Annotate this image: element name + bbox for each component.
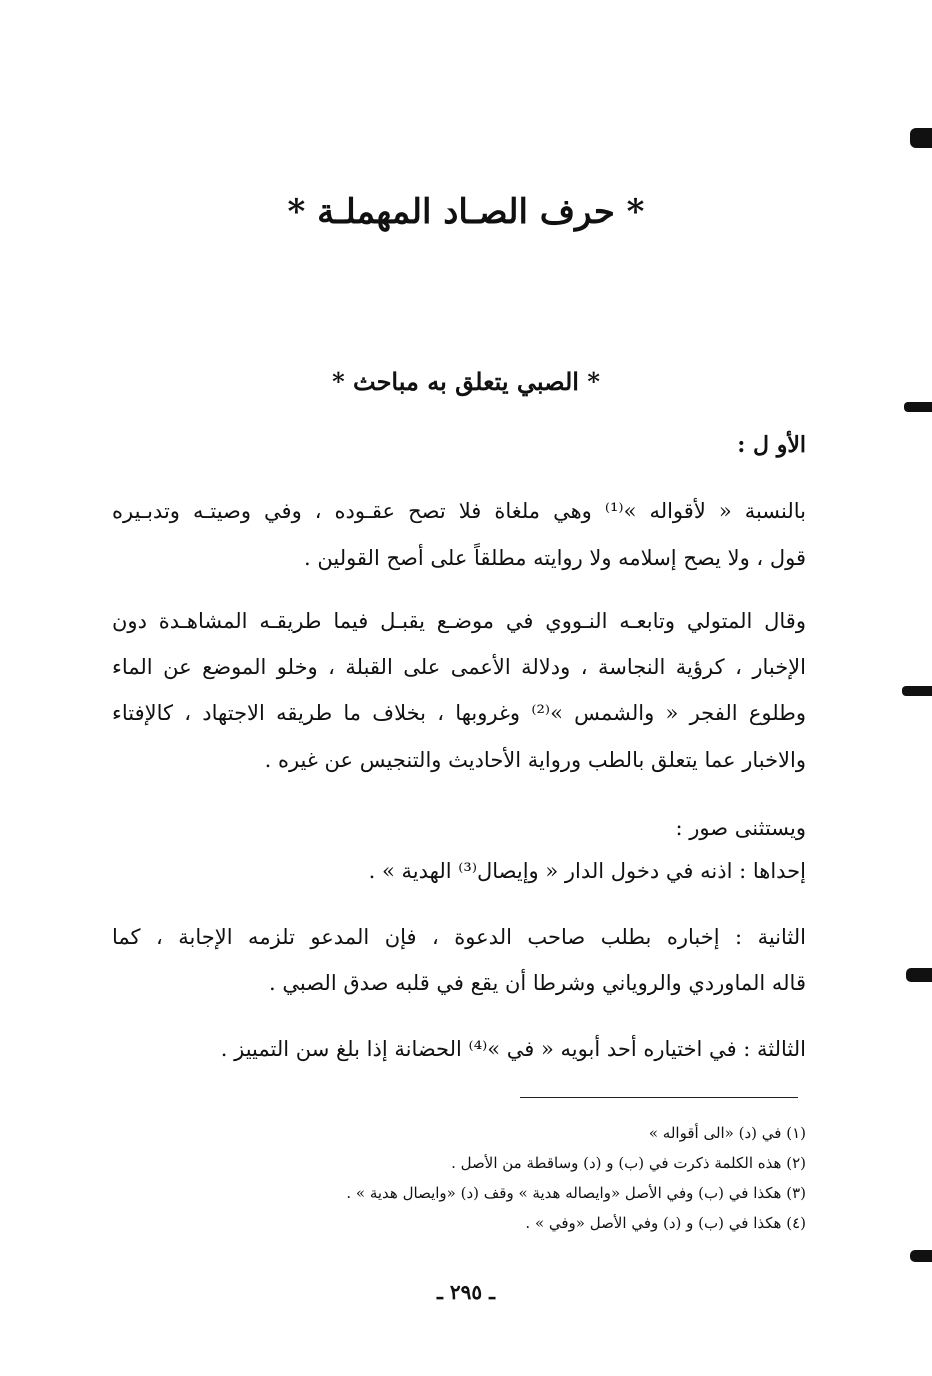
edge-tab-marker <box>910 1250 932 1262</box>
section-title: * الصبي يتعلق به مباحث * <box>332 367 600 396</box>
paragraph-line: والاخبار عما يتعلق بالطب ورواية الأحاديث والتنجيس عن غيره . <box>264 748 806 772</box>
first-heading: الأو ل : <box>737 432 806 458</box>
paragraph-line: الثانية : إخباره بطلب صاحب الدعوة ، فإن المدعو تلزمه الإجابة ، كما <box>112 925 806 949</box>
paragraph-line: إحداها : اذنه في دخول الدار « وإيصال⁽³⁾ الهدية » . <box>368 859 806 883</box>
footnote-divider <box>520 1097 798 1098</box>
page-number: ـ ٢٩٥ ـ <box>437 1280 495 1304</box>
paragraph-line: ويستثنى صور : <box>675 816 806 840</box>
footnote: (٢) هذه الكلمة ذكرت في (ب) و (د) وساقطة من الأصل . <box>451 1154 806 1172</box>
footnote: (٤) هكذا في (ب) و (د) وفي الأصل «وفي » . <box>525 1214 806 1232</box>
edge-tab-marker <box>906 968 932 982</box>
paragraph-line: وطلوع الفجر « والشمس »⁽²⁾ وغروبها ، بخلاف ما طريقه الاجتهاد ، كالإفتاء <box>112 701 807 725</box>
edge-tab-marker <box>902 686 932 696</box>
paragraph-line: قاله الماوردي والروياني وشرطا أن يقع في قلبه صدق الصبي . <box>269 971 806 995</box>
paragraph-line: بالنسبة « لأقواله »⁽¹⁾ وهي ملغاة فلا تصح عقـوده ، وفي وصيتـه وتدبـيره <box>112 499 807 523</box>
paragraph-line: الثالثة : في اختياره أحد أبويه « في »⁽⁴⁾ الحضانة إذا بلغ سن التمييز . <box>220 1037 806 1061</box>
edge-tab-marker <box>910 128 932 148</box>
paragraph-line: الإخبار ، كرؤية النجاسة ، ودلالة الأعمى على القبلة ، وخلو الموضع عن الماء <box>112 655 806 679</box>
paragraph-line: وقال المتولي وتابعـه النـووي في موضـع يقبـل فيما طريقـه المشاهـدة دون <box>112 609 806 633</box>
footnote: (١) في (د) «الى أقواله » <box>648 1124 806 1142</box>
footnote: (٣) هكذا في (ب) وفي الأصل «وايصاله هدية » وقف (د) «وايصال هدية » . <box>346 1184 806 1202</box>
edge-tab-marker <box>904 402 932 412</box>
chapter-title: * حرف الصـاد المهملـة * <box>287 192 645 232</box>
paragraph-line: قول ، ولا يصح إسلامه ولا روايته مطلقاً على أصح القولين . <box>304 546 806 570</box>
